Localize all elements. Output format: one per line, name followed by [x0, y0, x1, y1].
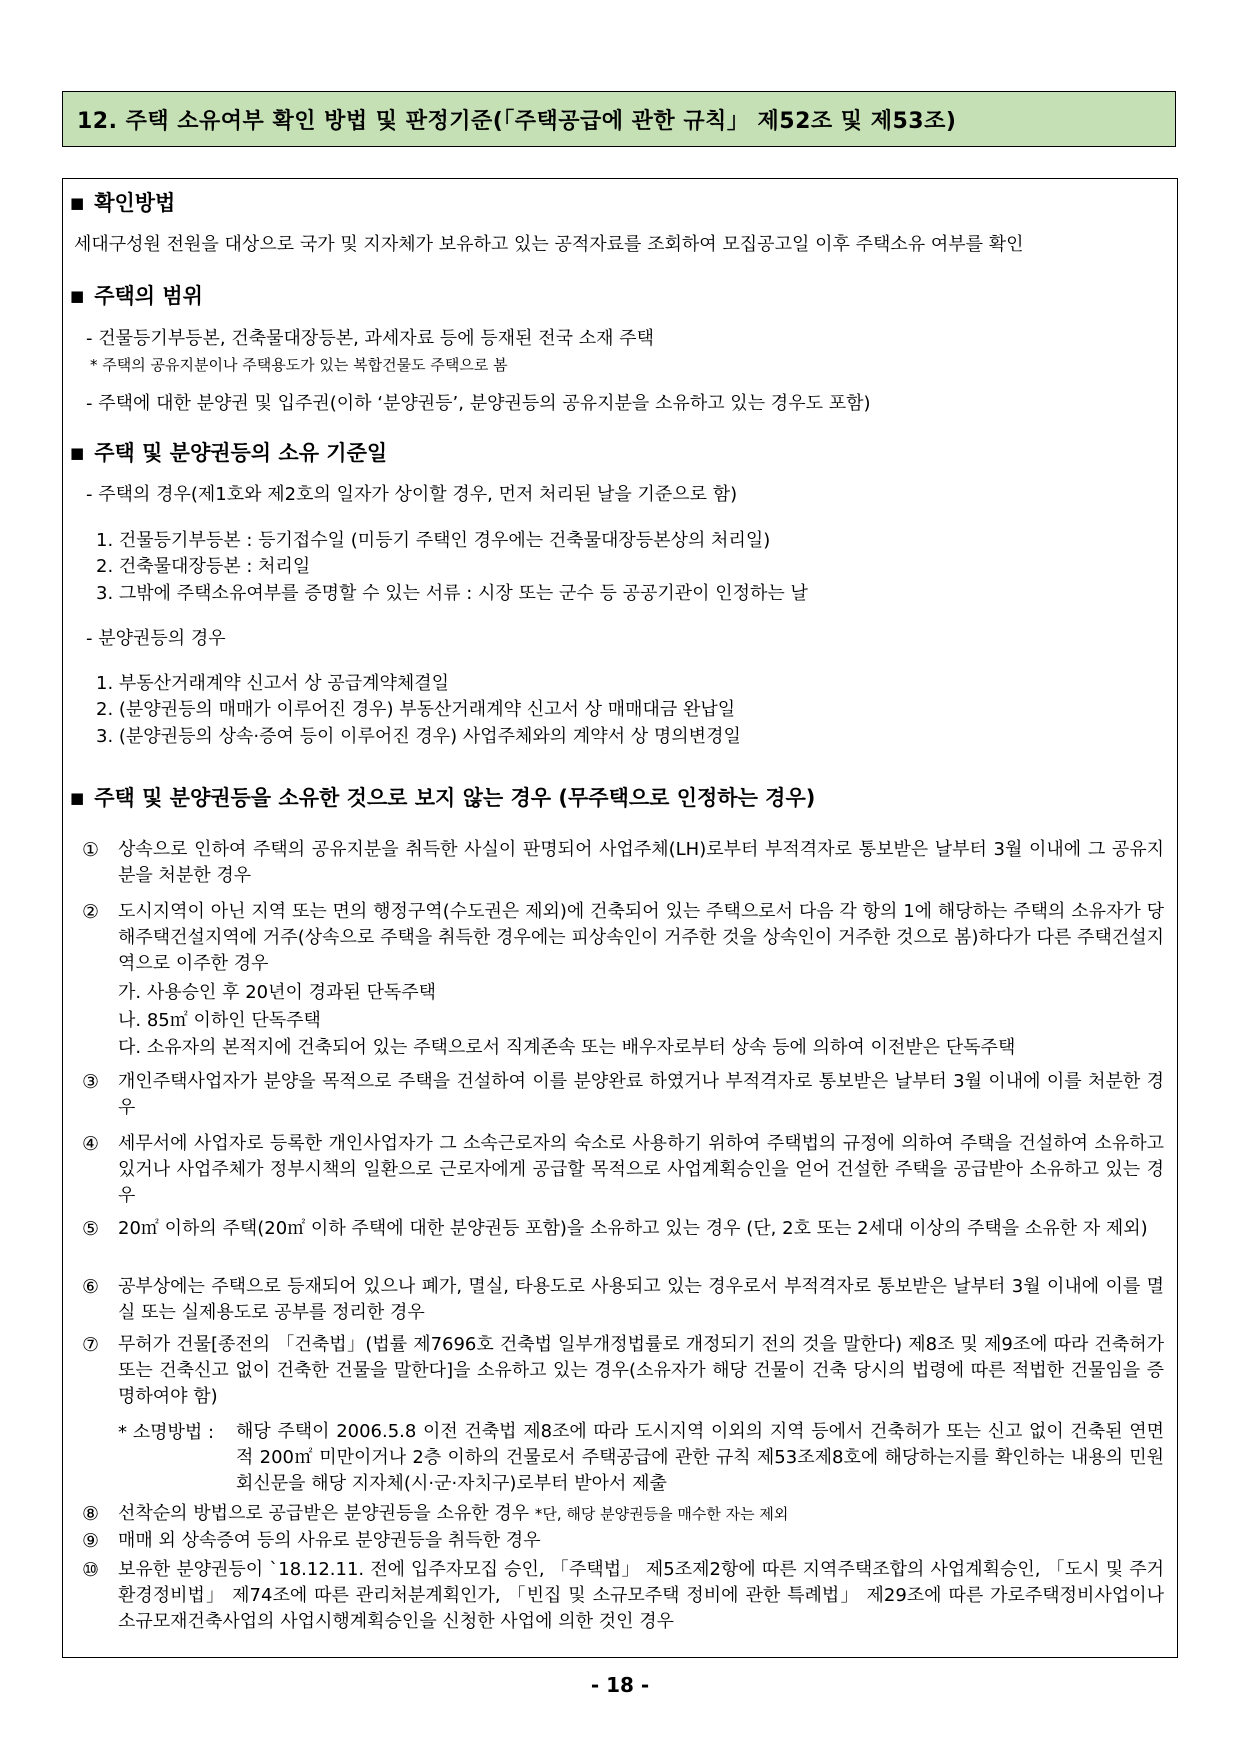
basis-house-item: 2. 건축물대장등본 : 처리일: [96, 556, 311, 577]
heading-label: 확인방법: [94, 191, 176, 215]
exempt-item: 도시지역이 아닌 지역 또는 면의 행정구역(수도권은 제외)에 건축되어 있는 주택으로서 다음 각 항의 1에 해당하는 주택의 소유자가 당해주택건설지역에 거주(상속으로 주택을 취득한 경우에는 피상속인이 거주한 것을 상속인이 거주한 것으로 봄)하다가 다른 주택건설지역으로 이주한 경우: [118, 901, 1164, 974]
item-number: ④: [82, 1133, 100, 1155]
square-bullet-icon: ■: [70, 444, 85, 462]
exempt-item: 공부상에는 주택으로 등재되어 있으나 폐가, 멸실, 타용도로 사용되고 있는 경우로서 부적격자로 통보받은 날부터 3월 이내에 이를 멸실 또는 실제용도로 공부를 정리한 경우: [118, 1276, 1164, 1323]
exempt-item: 세무서에 사업자로 등록한 개인사업자가 그 소속근로자의 숙소로 사용하기 위하여 주택법의 규정에 의하여 주택을 건설하여 소유하고 있거나 사업주체가 정부시책의 일환으로 근로자에게 공급할 목적으로 사업계획승인을 얻어 건설한 주택을 공급받아 소유하고 있는 경우: [118, 1133, 1164, 1206]
exempt-item: 매매 외 상속증여 등의 사유로 분양권등을 취득한 경우: [118, 1530, 541, 1551]
square-bullet-icon: ■: [70, 194, 85, 212]
exempt-subitem: 나. 85㎡ 이하인 단독주택: [118, 1010, 321, 1031]
basis-right-item: 2. (분양권등의 매매가 이루어진 경우) 부동산거래계약 신고서 상 매매대금 완납일: [96, 699, 736, 720]
exempt-item-note: *단, 해당 분양권등을 매수한 자는 제외: [534, 1505, 789, 1523]
section-title: 12. 주택 소유여부 확인 방법 및 판정기준(「주택공급에 관한 규칙」 제52조 및 제53조): [62, 91, 1176, 147]
item-number: ⑧: [82, 1503, 100, 1525]
scope-note-1: * 주택의 공유지분이나 주택용도가 있는 복합건물도 주택으로 봄: [90, 356, 508, 374]
scope-item-2: - 주택에 대한 분양권 및 입주권(이하 ‘분양권등’, 분양권등의 공유지분을 소유하고 있는 경우도 포함): [86, 393, 871, 414]
item-number: ⑨: [82, 1530, 100, 1552]
exempt-subitem: 다. 소유자의 본적지에 건축되어 있는 주택으로서 직계존속 또는 배우자로부터 상속 등에 의하여 이전받은 단독주택: [118, 1037, 1016, 1058]
exempt-item: 무허가 건물[종전의 「건축법」(법률 제7696호 건축법 일부개정법률로 개정되기 전의 것을 말한다) 제8조 및 제9조에 따라 건축허가 또는 건축신고 없이 건축한 건물을 말한다]을 소유하고 있는 경우(소유자가 해당 건물이 건축 당시의 법령에 따른 적법한 건물임을 증명하여야 함): [118, 1334, 1164, 1407]
item-number: ③: [82, 1071, 100, 1093]
basis-right-intro: - 분양권등의 경우: [86, 628, 226, 649]
heading-label: 주택 및 분양권등을 소유한 것으로 보지 않는 경우 (무주택으로 인정하는 경우): [94, 786, 816, 810]
heading-scope: [70, 280, 203, 310]
exempt-item: 보유한 분양권등이 `18.12.11. 전에 입주자모집 승인, 「주택법」 제5조제2항에 따른 지역주택조합의 사업계획승인, 「도시 및 주거환경정비법」 제74조에 따른 관리처분계획인가, 「빈집 및 소규모주택 정비에 관한 특례법」 제29조에 따른 가로주택정비사업이나 소규모재건축사업의 사업시행계획승인을 신청한 사업에 의한 것인 경우: [118, 1559, 1164, 1632]
exempt-item: 20㎡ 이하의 주택(20㎡ 이하 주택에 대한 분양권등 포함)을 소유하고 있는 경우 (단, 2호 또는 2세대 이상의 주택을 소유한 자 제외): [118, 1218, 1148, 1239]
item-number: ⑦: [82, 1334, 100, 1356]
basis-right-item: 1. 부동산거래계약 신고서 상 공급계약체결일: [96, 673, 450, 694]
square-bullet-icon: ■: [70, 287, 85, 305]
item-number: ①: [82, 839, 100, 861]
confirm-body: 세대구성원 전원을 대상으로 국가 및 지자체가 보유하고 있는 공적자료를 조회하여 모집공고일 이후 주택소유 여부를 확인: [74, 234, 1024, 255]
basis-house-item: 1. 건물등기부등본 : 등기접수일 (미등기 주택인 경우에는 건축물대장등본상의 처리일): [96, 530, 771, 551]
item-number: ⑥: [82, 1276, 100, 1298]
basis-right-item: 3. (분양권등의 상속·증여 등이 이루어진 경우) 사업주체와의 계약서 상 명의변경일: [96, 726, 741, 747]
heading-label: 주택의 범위: [94, 284, 203, 308]
scope-item-1: - 건물등기부등본, 건축물대장등본, 과세자료 등에 등재된 전국 소재 주택: [86, 328, 654, 349]
note-text: 해당 주택이 2006.5.8 이전 건축법 제8조에 따라 도시지역 이외의 지역 등에서 건축허가 또는 신고 없이 건축된 연면적 200㎡ 미만이거나 2층 이하의 건물로서 주택공급에 관한 규칙 제53조제8호에 해당하는지를 확인하는 내용의 민원회신문을 해당 지자체(시·군·자치구)로부터 받아서 제출: [236, 1421, 1164, 1494]
page-number: - 18 -: [590, 1673, 650, 1697]
exempt-subitem: 가. 사용승인 후 20년이 경과된 단독주택: [118, 982, 437, 1003]
heading-label: 주택 및 분양권등의 소유 기준일: [94, 441, 388, 465]
exempt-item-text: 선착순의 방법으로 공급받은 분양권등을 소유한 경우: [118, 1503, 530, 1524]
heading-basis: [70, 437, 387, 467]
item-number: ⑤: [82, 1218, 100, 1240]
exempt-item: 개인주택사업자가 분양을 목적으로 주택을 건설하여 이를 분양완료 하였거나 부적격자로 통보받은 날부터 3월 이내에 이를 처분한 경우: [118, 1071, 1164, 1118]
item-number: ②: [82, 901, 100, 923]
heading-confirm: [70, 187, 175, 217]
note-label: * 소명방법 :: [118, 1422, 215, 1443]
exempt-item: 상속으로 인하여 주택의 공유지분을 취득한 사실이 판명되어 사업주체(LH)로부터 부적격자로 통보받은 날부터 3월 이내에 그 공유지분을 처분한 경우: [118, 839, 1164, 886]
square-bullet-icon: ■: [70, 789, 85, 807]
basis-house-intro: - 주택의 경우(제1호와 제2호의 일자가 상이할 경우, 먼저 처리된 날을 기준으로 함): [86, 484, 738, 505]
item-number: ⑩: [82, 1559, 100, 1581]
exempt-item: [118, 1502, 788, 1526]
basis-house-item: 3. 그밖에 주택소유여부를 증명할 수 있는 서류 : 시장 또는 군수 등 공공기관이 인정하는 날: [96, 583, 808, 604]
heading-exempt: [70, 782, 815, 812]
